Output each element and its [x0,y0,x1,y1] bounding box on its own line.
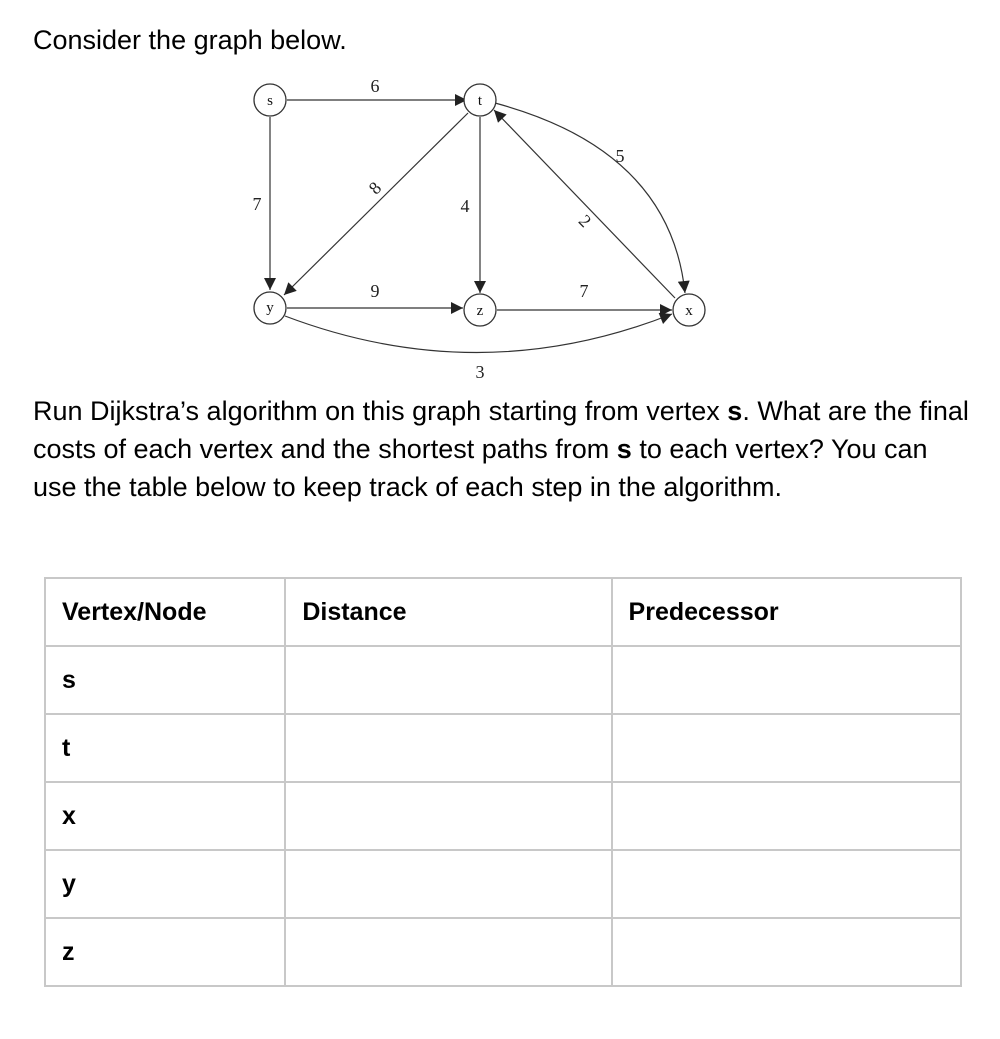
table-row [45,646,961,714]
cell-vertex: x [45,782,285,850]
cell-distance[interactable] [285,918,611,986]
cell-predecessor[interactable] [612,782,961,850]
cell-vertex: s [45,646,285,714]
table-row [45,714,961,782]
question-part-2: . What are the final costs of each vertex and the shortest paths from [33,396,969,464]
weight-z-x: 7 [579,281,589,301]
cell-vertex: z [45,918,285,986]
weight-y-z: 9 [370,281,380,301]
cell-distance[interactable] [285,782,611,850]
table-header-row [45,578,961,646]
table-row [45,918,961,986]
node-label-x: x [685,303,693,319]
cell-predecessor[interactable] [612,918,961,986]
weight-t-y: 8 [364,177,386,199]
cell-predecessor[interactable] [612,850,961,918]
node-label-t: t [477,93,483,109]
cell-distance[interactable] [285,646,611,714]
question-part-1: Run Dijkstra’s algorithm on this graph starting from vertex [33,396,728,426]
weight-t-x: 5 [615,146,625,166]
header-vertex: Vertex/Node [45,578,285,646]
weight-s-y: 7 [252,194,262,214]
table-row [45,782,961,850]
edge-t-x [495,103,685,293]
weight-x-t: 2 [574,210,596,232]
header-predecessor: Predecessor [612,578,961,646]
weight-s-t: 6 [370,76,380,96]
question-from-vertex: s [616,434,632,464]
cell-distance[interactable] [285,850,611,918]
dijkstra-table [44,577,962,987]
edge-t-y [284,113,468,295]
cell-vertex: t [45,714,285,782]
cell-predecessor[interactable] [612,714,961,782]
header-distance: Distance [285,578,611,646]
edge-x-t [494,110,675,298]
node-label-y: y [266,300,274,316]
graph-diagram [0,0,1000,400]
cell-vertex: y [45,850,285,918]
intro-text: Consider the graph below. [33,25,347,55]
question-start-vertex: s [727,396,743,426]
question-text [33,392,973,506]
node-label-s: s [267,93,273,109]
table-row [45,850,961,918]
cell-distance[interactable] [285,714,611,782]
weight-y-x: 3 [475,362,485,382]
node-label-z: z [476,303,484,319]
weight-t-z: 4 [460,196,470,216]
question-part-3: to each vertex? You can use the table below to keep track of each step in the algorithm. [33,434,928,502]
cell-predecessor[interactable] [612,646,961,714]
